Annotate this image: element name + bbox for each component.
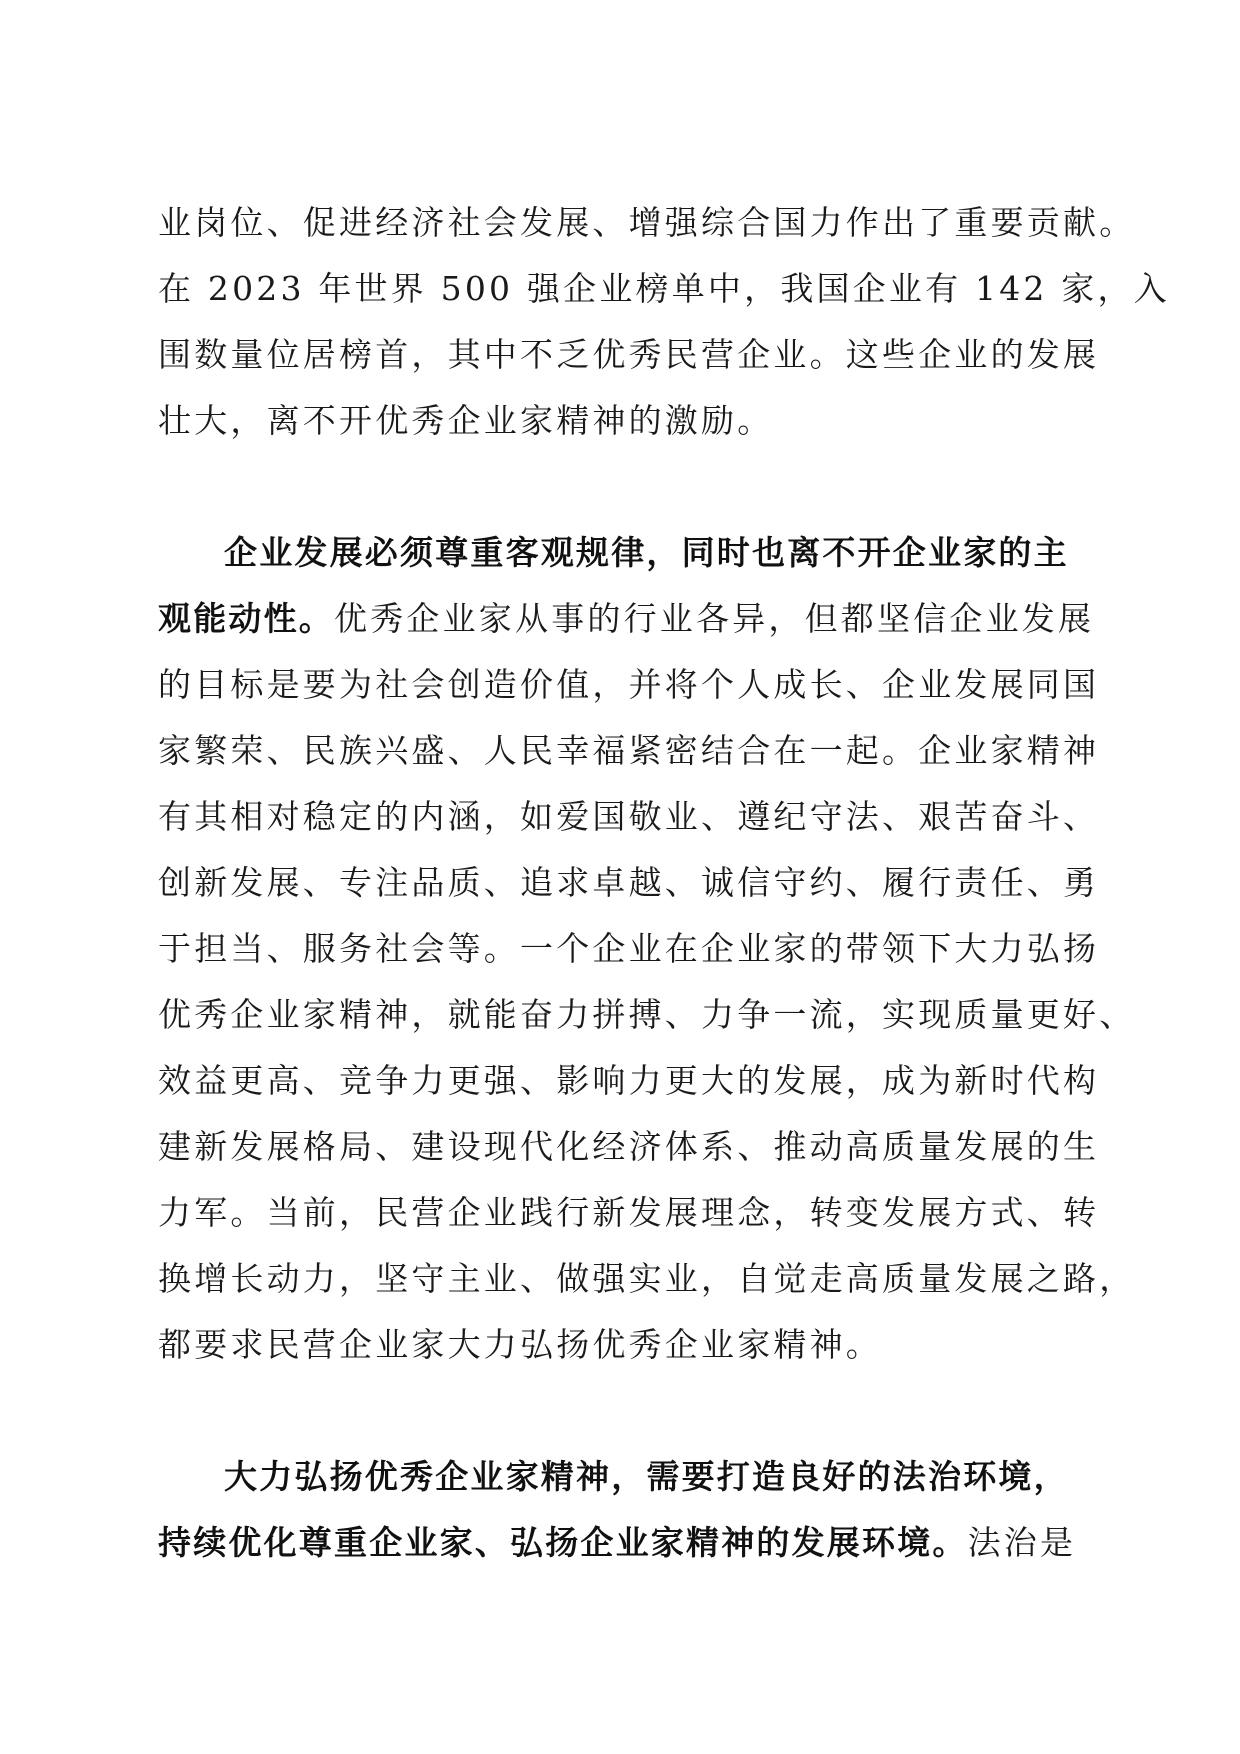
paragraph-2-line-3: 的目标是要为社会创造价值，并将个人成长、企业发展同国	[158, 665, 1100, 704]
paragraph-2-heading-line-1: 企业发展必须尊重客观规律，同时也离不开企业家的主	[224, 533, 1069, 572]
document-body	[158, 190, 1170, 1576]
paragraph-2-line-9: 效益更高、竞争力更强、影响力更大的发展，成为新时代构	[158, 1061, 1100, 1100]
paragraph-gap	[158, 1378, 1088, 1444]
paragraph-2-line-13: 都要求民营企业家大力弘扬优秀企业家精神。	[158, 1325, 882, 1364]
paragraph-2-line-10: 建新发展格局、建设现代化经济体系、推动高质量发展的生	[158, 1127, 1100, 1166]
paragraph-2-line-4: 家繁荣、民族兴盛、人民幸福紧密结合在一起。企业家精神	[158, 731, 1100, 770]
paragraph-3-line-2	[158, 1510, 1088, 1576]
paragraph-2-line-12: 换增长动力，坚守主业、做强实业，自觉走高质量发展之路，	[158, 1259, 1136, 1298]
paragraph-1-line-4: 壮大，离不开优秀企业家精神的激励。	[158, 401, 774, 440]
paragraph-2-line-8: 优秀企业家精神，就能奋力拼搏、力争一流，实现质量更好、	[158, 995, 1136, 1034]
paragraph-2-line-7: 于担当、服务社会等。一个企业在企业家的带领下大力弘扬	[158, 929, 1100, 968]
paragraph-2-line-5: 有其相对稳定的内涵，如爱国敬业、遵纪守法、艰苦奋斗、	[158, 797, 1100, 836]
paragraph-3-heading-line-1: 大力弘扬优秀企业家精神，需要打造良好的法治环境，	[224, 1457, 1069, 1496]
paragraph-gap	[158, 454, 1088, 520]
paragraph-3-line-2-text: 法治是	[967, 1523, 1077, 1562]
paragraph-2-heading-line-2: 观能动性。	[158, 599, 334, 638]
paragraph-2-line-6: 创新发展、专注品质、追求卓越、诚信守约、履行责任、勇	[158, 863, 1100, 902]
paragraph-1-line-3: 围数量位居榜首，其中不乏优秀民营企业。这些企业的发展	[158, 335, 1100, 374]
paragraph-2-line-2-text: 优秀企业家从事的行业各异，但都坚信企业发展	[334, 599, 1095, 638]
paragraph-2-line-2	[158, 586, 1095, 652]
paragraph-3-heading-line-2: 持续优化尊重企业家、弘扬企业家精神的发展环境。	[158, 1523, 968, 1562]
paragraph-2-line-11: 力军。当前，民营企业践行新发展理念，转变发展方式、转	[158, 1193, 1100, 1232]
paragraph-1-line-2: 在 2023 年世界 500 强企业榜单中，我国企业有 142 家，入	[158, 269, 1170, 308]
paragraph-1-line-1: 业岗位、促进经济社会发展、增强综合国力作出了重要贡献。	[158, 203, 1136, 242]
